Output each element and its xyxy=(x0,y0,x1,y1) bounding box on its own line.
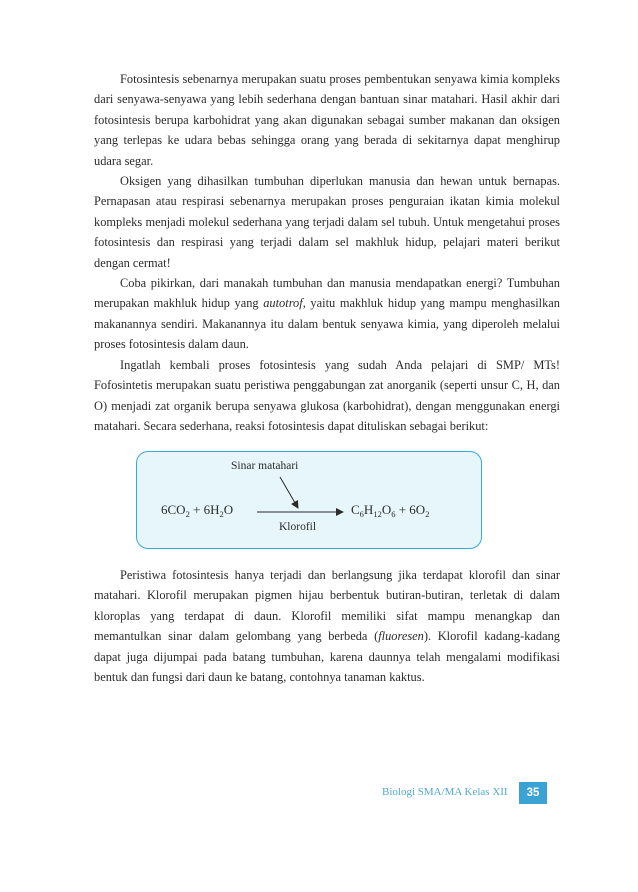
paragraph-autotroph-part2: , yaitu makhluk hidup yang mampu menghasilkan makanannya sendiri. Makanannya itu dalam bentuk senyawa kimia, yang diperoleh melalui proses fotosintesis dalam daun. xyxy=(94,296,560,352)
glucose-c-sub: 6 xyxy=(359,509,364,519)
paragraph-chlorophyll xyxy=(94,565,560,687)
reaction-arrows xyxy=(137,452,481,548)
glucose-h-sub: 12 xyxy=(373,509,382,519)
glucose-c: C xyxy=(351,502,360,517)
glucose-o-sub: 6 xyxy=(391,509,396,519)
reactants xyxy=(161,502,233,518)
h2o-subscript: 2 xyxy=(219,509,224,519)
page-number: 35 xyxy=(519,782,547,804)
h2o-tail: O xyxy=(223,502,234,517)
term-autotrof: autotrof xyxy=(263,296,303,311)
term-fluoresen: fluoresen xyxy=(378,629,424,644)
paragraph-autotroph-part1: Coba pikirkan, dari manakah tumbuhan dan manusia mendapatkan energi? Tumbuhan merupakan makhluk hidup yang xyxy=(94,276,560,311)
h2o-text: 6H xyxy=(203,502,220,517)
co2-text: 6CO xyxy=(161,502,186,517)
reactant-plus: + xyxy=(193,502,201,517)
oxygen-subscript: 2 xyxy=(425,509,430,519)
chlorophyll-label: Klorofil xyxy=(279,521,317,533)
photosynthesis-reaction-box xyxy=(136,451,482,549)
text-block-top xyxy=(94,69,560,436)
paragraph-photosynthesis-intro: Fotosintesis sebenarnya merupakan suatu proses pembentukan senyawa kimia kompleks dari senyawa-senyawa yang lebih sederhana dengan bantuan sinar matahari. Hasil akhir dari fotosintesis berupa karbohidrat yang akan digunakan sebagai sumber makanan dan oksigen yang terlepas ke udara bebas sehingga orang yang berada di sekitarnya dapat menghirup udara segar. xyxy=(94,72,560,168)
oxygen-text: 6O xyxy=(409,502,426,517)
product-plus: + xyxy=(398,502,407,517)
text-block-bottom xyxy=(94,565,560,687)
paragraph-chlorophyll-part1: Peristiwa fotosintesis hanya terjadi dan berlangsung jika terdapat klorofil dan sinar matahari. Klorofil merupakan pigmen hijau berbentuk butiran-butiran, terletak di dalam kloroplas yang terdapat di daun. Klorofil memiliki sifat mampu menangkap dan memantulkan sinar dalam gelombang yang berbeda ( xyxy=(94,568,560,644)
sunlight-label: Sinar matahari xyxy=(231,460,299,472)
paragraph-oxygen-respiration: Oksigen yang dihasilkan tumbuhan diperlukan manusia dan hewan untuk bernapas. Pernapasan atau respirasi sebenarnya merupakan proses penguraian ikatan kimia molekul kompleks menjadi molekul sederhana yang terjadi dalam sel tubuh. Untuk mengetahui proses fotosintesis dan respirasi yang terjadi dalam sel makhluk hidup, pelajari materi berikut dengan cermat! xyxy=(94,174,560,270)
co2-subscript: 2 xyxy=(185,509,190,519)
glucose-h: H xyxy=(363,502,374,517)
footer-book-title: Biologi SMA/MA Kelas XII xyxy=(382,786,508,798)
paragraph-chlorophyll-part2: ). Klorofil kadang-kadang dapat juga dijumpai pada batang tumbuhan, karena daunnya telah mengalami modifikasi bentuk dan fungsi dari daun ke batang, contohnya tanaman kaktus. xyxy=(94,629,560,685)
products xyxy=(351,502,429,518)
paragraph-autotroph xyxy=(94,273,560,355)
paragraph-reaction-intro: Ingatlah kembali proses fotosintesis yang sudah Anda pelajari di SMP/ MTs! Fofosintetis merupakan suatu peristiwa penggabungan zat anorganik (seperti unsur C, H, dan O) menjadi zat organik berupa senyawa glukosa (karbohidrat), dengan menggunakan energi matahari. Secara sederhana, reaksi fotosintesis dapat dituliskan sebagai berikut: xyxy=(94,357,560,433)
sunlight-arrow xyxy=(280,477,298,508)
glucose-o: O xyxy=(381,502,392,517)
